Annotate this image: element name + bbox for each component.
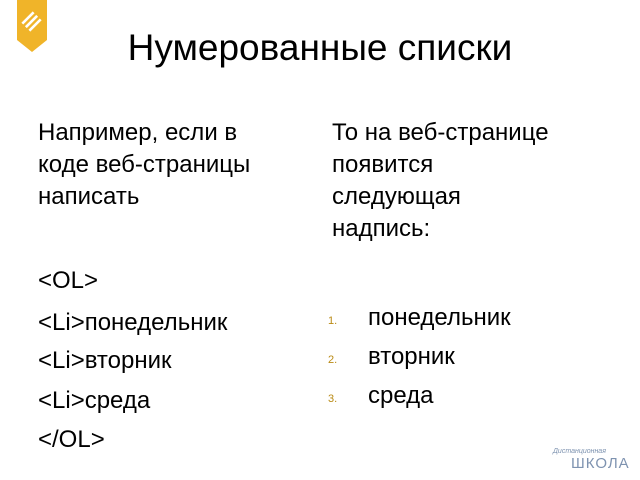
right-intro-line: То на веб-странице: [332, 119, 549, 146]
code-line: <Li>вторник: [38, 347, 172, 374]
list-item-text: среда: [368, 382, 434, 409]
left-intro-line: Например, если в: [38, 119, 238, 146]
right-intro: [332, 117, 622, 245]
left-intro-line: написать: [38, 183, 140, 210]
code-line: </OL>: [38, 426, 105, 453]
logo-line-1: Дистанционная: [553, 448, 606, 455]
list-item-number: 3.: [328, 393, 338, 405]
code-line: <Li>среда: [38, 387, 151, 414]
logo-line-2: ШКОЛА: [571, 455, 630, 472]
list-item-text: вторник: [368, 343, 455, 370]
list-item-number: 1.: [328, 315, 338, 327]
school-logo: [553, 448, 629, 474]
right-intro-line: появится: [332, 151, 434, 178]
left-intro-line: коде веб-страницы: [38, 151, 251, 178]
list-item-number: 2.: [328, 354, 338, 366]
code-line: <OL>: [38, 267, 99, 294]
slide-title: Нумерованные списки: [127, 27, 513, 68]
code-line: <Li>понедельник: [38, 309, 228, 336]
right-intro-line: следующая: [332, 183, 461, 210]
right-intro-line: надпись:: [332, 215, 431, 242]
list-item-text: понедельник: [368, 304, 511, 331]
left-intro: [38, 117, 310, 213]
